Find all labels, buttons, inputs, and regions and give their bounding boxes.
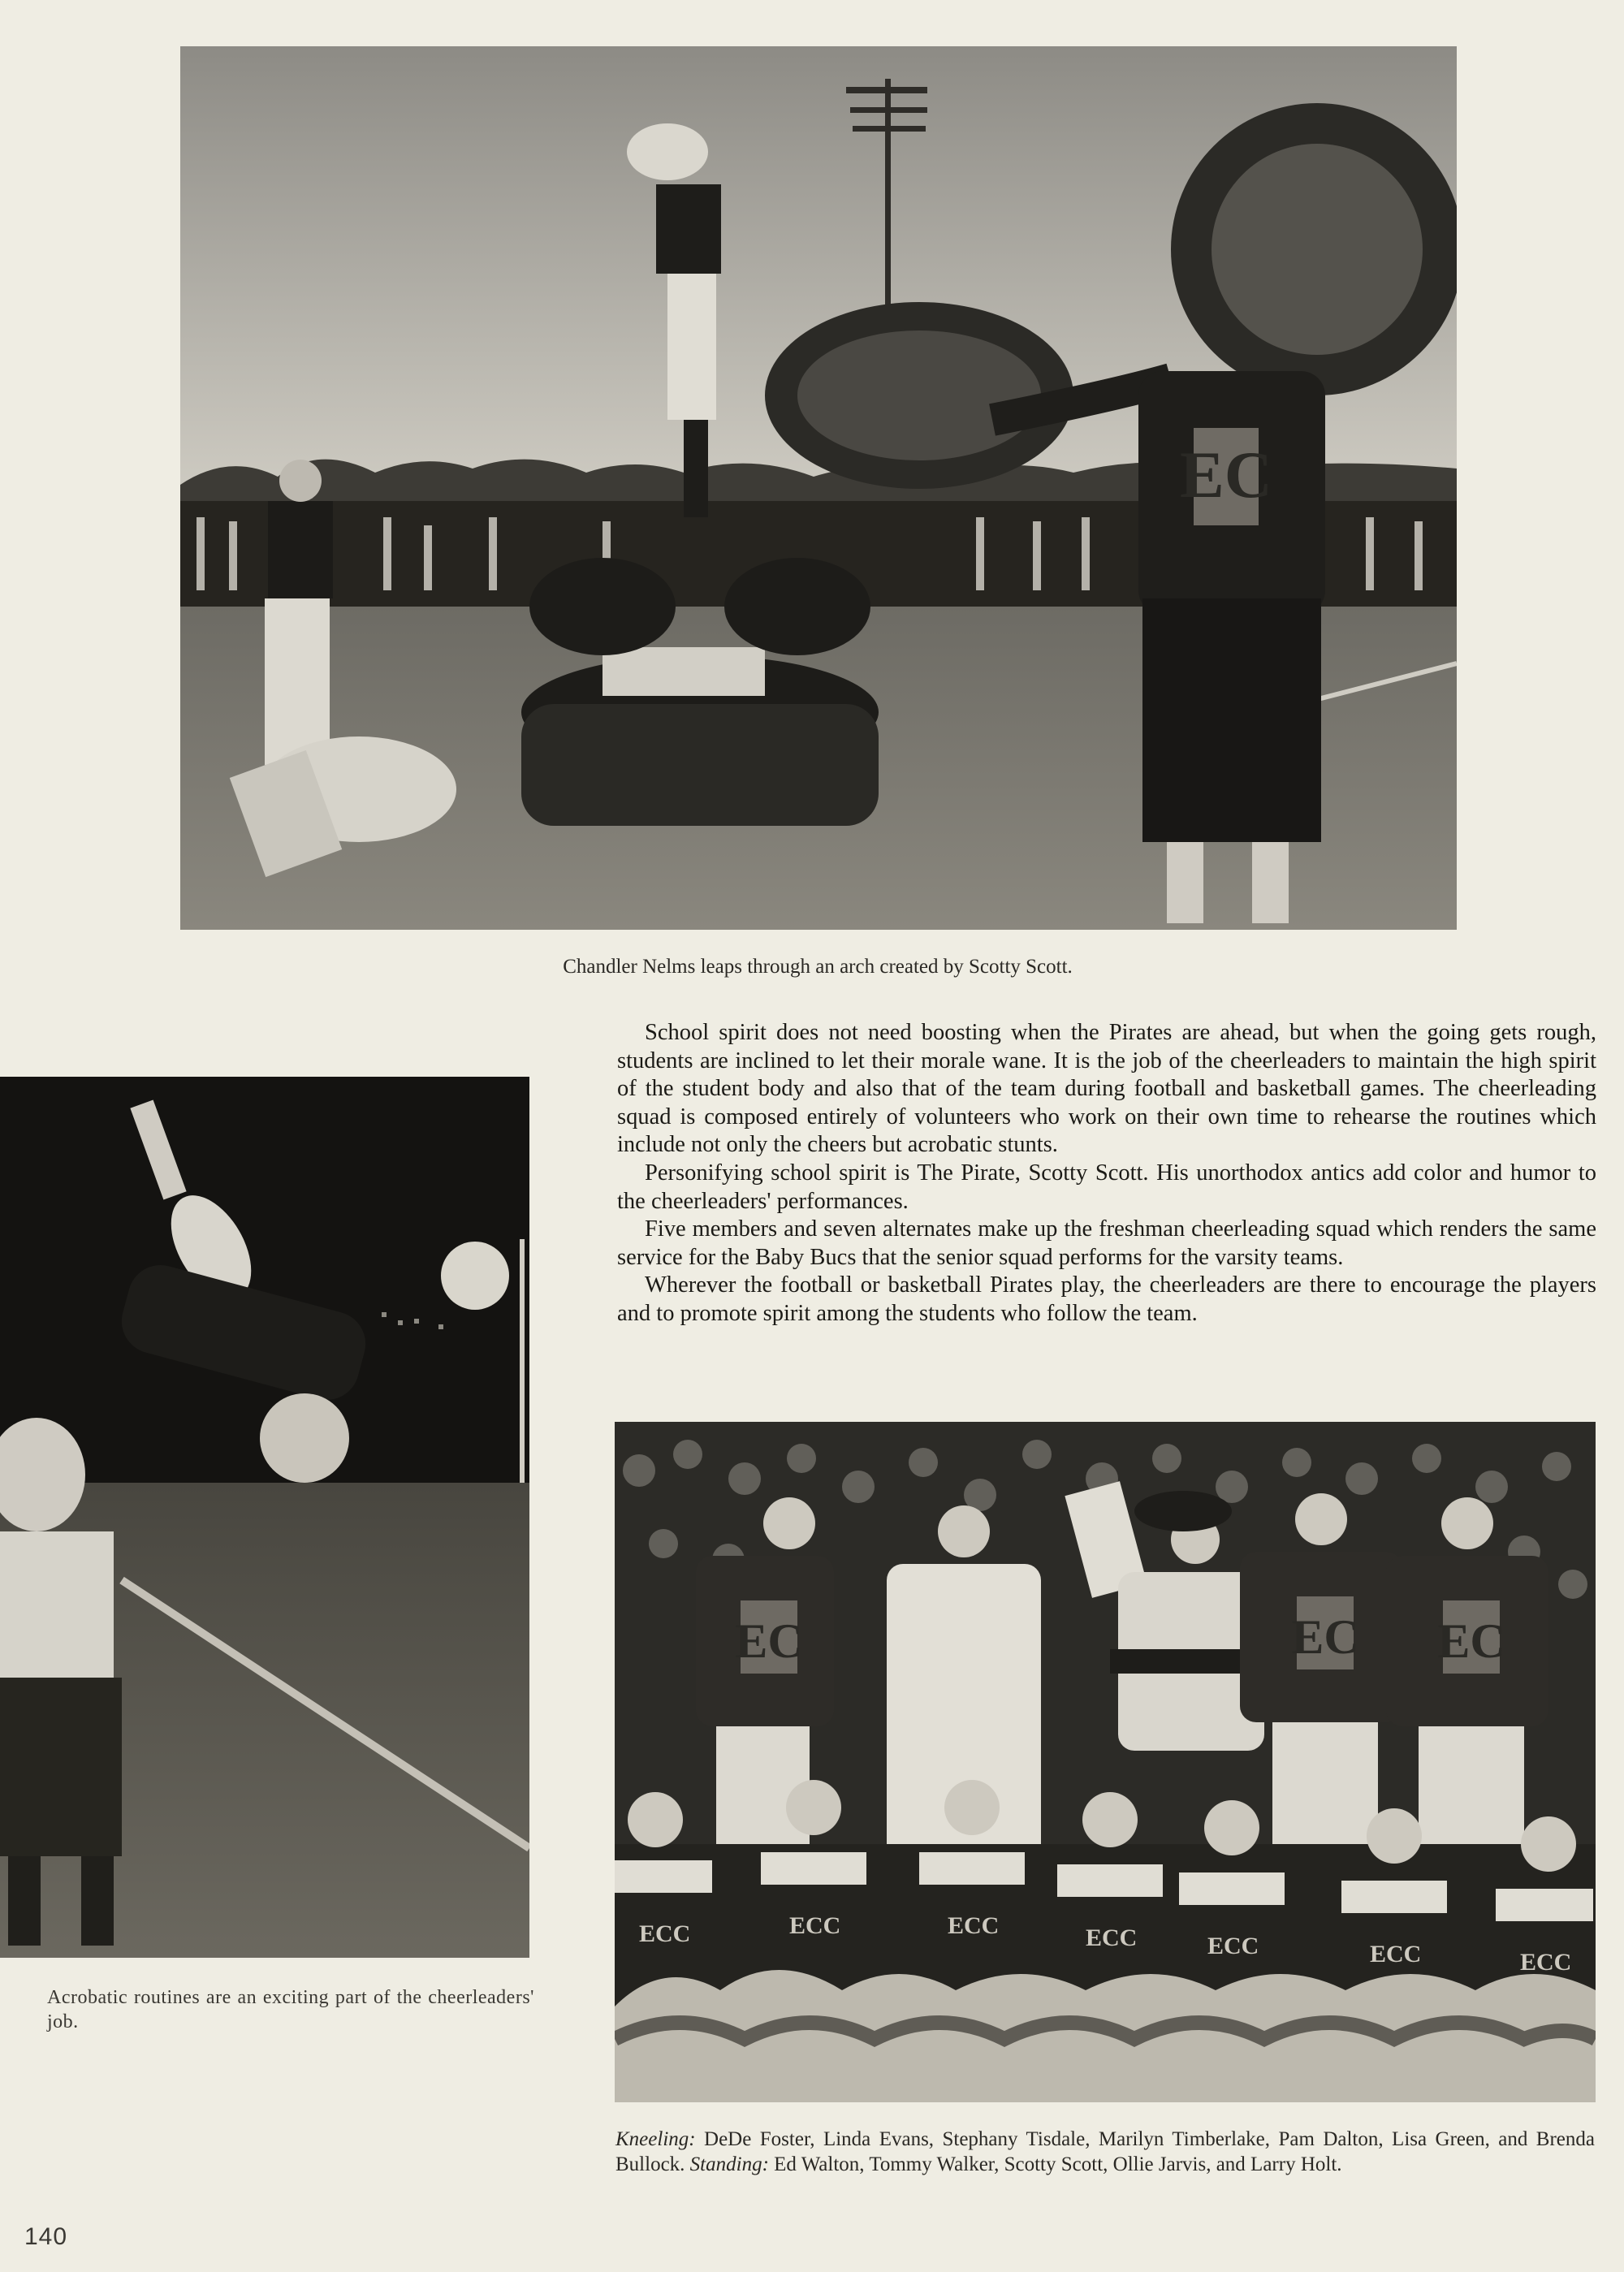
group-photo: [615, 1422, 1596, 2102]
article-paragraph: Five members and seven alternates make up the freshman cheerleading squad which renders the same service for the Baby Bucs that the senior squad performs for the varsity teams.: [617, 1216, 1596, 1270]
page-number: 140: [24, 2223, 68, 2250]
group-photo-caption: [615, 2127, 1595, 2178]
group-sweater-letters-2: EC: [1291, 1610, 1359, 1664]
uniform-letters-7: ECC: [1520, 1949, 1572, 1976]
kneeling-label: Kneeling:: [615, 2128, 696, 2150]
standing-names: Ed Walton, Tommy Walker, Scotty Scott, Ollie Jarvis, and Larry Holt.: [774, 2153, 1342, 2176]
top-photo-caption: Chandler Nelms leaps through an arch created by Scotty Scott.: [563, 956, 1073, 978]
uniform-letters-3: ECC: [948, 1912, 1000, 1939]
uniform-letters-6: ECC: [1370, 1941, 1422, 1967]
group-sweater-letters-3: EC: [1437, 1614, 1505, 1668]
group-sweater-letters-1: EC: [735, 1614, 803, 1668]
top-photo-sweater-letters: EC: [1180, 438, 1272, 512]
uniform-letters-2: ECC: [789, 1912, 841, 1939]
uniform-letters-1: ECC: [639, 1920, 691, 1947]
left-photo-caption: Acrobatic routines are an exciting part of the cheerleaders' job.: [47, 1987, 534, 2032]
article-paragraph: School spirit does not need boosting when the Pirates are ahead, but when the going gets rough, students are inclined to let their morale wane. It is the job of the cheerleaders to maintain the high spirit of the student body and also that of the team during football and basketball games. The cheerleading squad is composed entirely of volunteers who work on their own time to rehearse the routines which include not only the cheers but acrobatic stunts.: [617, 1020, 1596, 1158]
top-photo: [180, 46, 1457, 930]
kneeling-names: DeDe Foster, Linda Evans, Stephany Tisdale, Marilyn Timberlake, Pam Dalton, Lisa Green, and Brenda Bullock.: [615, 2128, 1596, 2176]
article-paragraph: Wherever the football or basketball Pirates play, the cheerleaders are there to encourage the players and to promote spirit among the students who follow the team.: [617, 1272, 1596, 1326]
left-photo: [0, 1077, 529, 1958]
top-photo-illustration: [180, 46, 1457, 930]
left-photo-illustration: [0, 1077, 529, 1958]
uniform-letters-5: ECC: [1207, 1933, 1259, 1959]
group-photo-illustration: [615, 1422, 1596, 2102]
article-body: [617, 1019, 1596, 1328]
uniform-letters-4: ECC: [1086, 1924, 1138, 1951]
standing-label: Standing:: [689, 2153, 769, 2176]
article-paragraph: Personifying school spirit is The Pirate, Scotty Scott. His unorthodox antics add color and humor to the cheerleaders' performances.: [617, 1160, 1596, 1214]
